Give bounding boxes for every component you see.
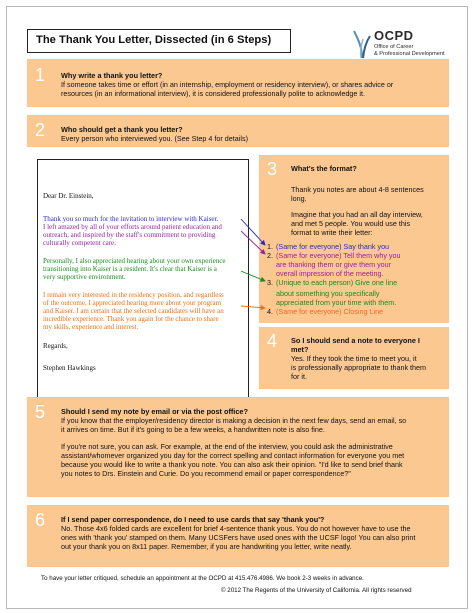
step-3-format-2: and met 5 people. You would use this — [291, 219, 411, 228]
arrow-impression — [241, 231, 265, 254]
format-item-3-line-2: about something you specifically — [276, 289, 380, 298]
arrow-unique — [241, 271, 265, 281]
format-item-2-line-2: are thanking them or give them your — [276, 260, 392, 269]
letter-closing-4: incredible experience. Thank you again for the chance to share — [43, 315, 219, 323]
step-5-heading: Should I send my note by email or via the post office? — [61, 407, 248, 416]
letter-thanks-line: Thank you so much for the invitation to interview with Kaiser. — [43, 215, 219, 223]
letter-impression-1: I left amazed by all of your efforts around patient education and — [43, 223, 222, 231]
letter-closing-3: and Kaiser. I am certain that the selected candidates will have an — [43, 307, 224, 315]
step-1-heading: Why write a thank you letter? — [61, 71, 163, 80]
document-page — [6, 6, 468, 609]
format-item-1: (Same for everyone) Say thank you — [276, 242, 390, 251]
letter-signature: Stephen Hawkings — [43, 364, 96, 372]
format-item-4: (Same for everyone) Closing Line — [276, 307, 384, 316]
step-4-heading-1: So I should send a note to everyone I — [291, 336, 420, 345]
step-6-text-2: ones with 'thank you' stamped on them. Many UCSFers have used ones with the UCSF logo! You can also print — [61, 533, 416, 542]
letter-unique-1: Personally, I also appreciated hearing about your own experience — [43, 257, 226, 265]
letter-closing-5: my skills, experience and interest. — [43, 323, 139, 331]
letter-greeting: Dear Dr. Einstein, — [43, 192, 94, 200]
step-5-number: 5 — [35, 402, 46, 422]
step-5-p2-4: you notes to Drs. Einstein and Curie. Do you recommend email or paper correspondence?" — [61, 469, 351, 478]
format-item-2-line-3: overall impression of the meeting. — [276, 269, 384, 278]
step-3-heading: What's the format? — [291, 164, 357, 173]
step-2-text: Every person who interviewed you. (See Step 4 for details) — [61, 134, 248, 143]
step-5-p1-2: it arrives on time. But if it's going to be a few weeks, a handwritten note is also fine. — [61, 425, 325, 434]
logo-org: OCPD — [374, 28, 414, 43]
format-item-3-line-3: appreciated from your time with them. — [276, 298, 397, 307]
step-2-heading: Who should get a thank you letter? — [61, 125, 183, 134]
letter-unique-2: transitioning into Kaiser is a resident. It's clear that Kaiser is a — [43, 265, 217, 273]
letter-impression-3: culturally competent care. — [43, 239, 116, 247]
step-5-p1-1: If you know that the employer/residency director is making a decision in the next few days, send an email, so — [61, 416, 407, 425]
step-4-text-2: is professionally appropriate to thank them — [291, 363, 427, 372]
letter-closing-2: of the outcome, I appreciated hearing more about your program — [43, 299, 222, 307]
letter-closing-1: I remain very interested in the residency position, and regardless — [43, 291, 224, 299]
step-4-text-3: for it. — [291, 372, 307, 381]
logo-subtitle-2: & Professional Development — [374, 51, 445, 57]
step-2-number: 2 — [35, 120, 46, 140]
format-item-3-number: 3. — [267, 278, 273, 287]
step-5-p2-2: assistant/whomever organized you day for the correct spelling and contact information for everyone you met — [61, 451, 405, 460]
page-title: The Thank You Letter, Dissected (in 6 Steps) — [36, 34, 272, 46]
footer-copyright: © 2012 The Regents of the University of California. All rights reserved — [221, 587, 412, 594]
footer-appointment: To have your letter critiqued, schedule an appointment at the OCPD at 415.476.4986. We book 2-3 weeks in advance. — [41, 575, 364, 582]
step-4-heading-2: met? — [291, 345, 309, 354]
step-6-box — [27, 505, 449, 567]
letter-regards: Regards, — [43, 342, 68, 350]
step-5-p2-1: If you're not sure, you can ask. For example, at the end of the interview, you could ask the administrative — [61, 442, 393, 451]
step-3-number: 3 — [267, 159, 278, 179]
step-5-p2-3: because you would like to write a thank you note. You can also ask their opinion. "I'd like to send brief thank — [61, 460, 403, 469]
step-1-number: 1 — [35, 65, 46, 85]
step-3-format-1: Imagine that you had an all day interview, — [291, 210, 423, 219]
step-1-text-1: If someone takes time or effort (in an internship, employment or residency interview), or shares advice or — [61, 80, 394, 89]
step-4-text-1: Yes. If they took the time to meet you, it — [291, 354, 417, 363]
format-item-2-number: 2. — [267, 251, 273, 260]
arrow-thanks — [241, 219, 265, 245]
letter-impression-2: outreach, and inspired by the staff's commitment to providing — [43, 231, 216, 239]
step-3-intro-2: long. — [291, 194, 307, 203]
format-item-3-line-1: (Unique to each person) Give one line — [276, 278, 398, 287]
step-3-intro-1: Thank you notes are about 4-8 sentences — [291, 185, 424, 194]
step-1-text-2: resources (in an informational interview), it is considered professionally polite to acknowledge it. — [61, 89, 366, 98]
letter-unique-3: very supportive environment. — [43, 273, 126, 281]
format-item-4-number: 4. — [267, 307, 273, 316]
step-6-heading: If I send paper correspondence, do I need to use cards that say 'thank you'? — [61, 515, 325, 524]
step-6-text-3: out your thank you on 8x11 paper. Remember, if you are handwriting you letter, write neatly. — [61, 542, 352, 551]
step-6-number: 6 — [35, 510, 46, 530]
arrow-closing — [241, 306, 265, 308]
logo-subtitle-1: Office of Career — [374, 44, 414, 50]
format-item-2-line-1: (Same for everyone) Tell them why you — [276, 251, 401, 260]
step-3-format-3: format to write their letter: — [291, 228, 373, 237]
step-5-box — [27, 397, 449, 497]
format-item-1-number: 1. — [267, 242, 273, 251]
step-6-text-1: No. Those 4x6 folded cards are excellent for brief 4-sentence thank yous. You do not however have to use the — [61, 524, 411, 533]
step-4-number: 4 — [267, 331, 278, 351]
